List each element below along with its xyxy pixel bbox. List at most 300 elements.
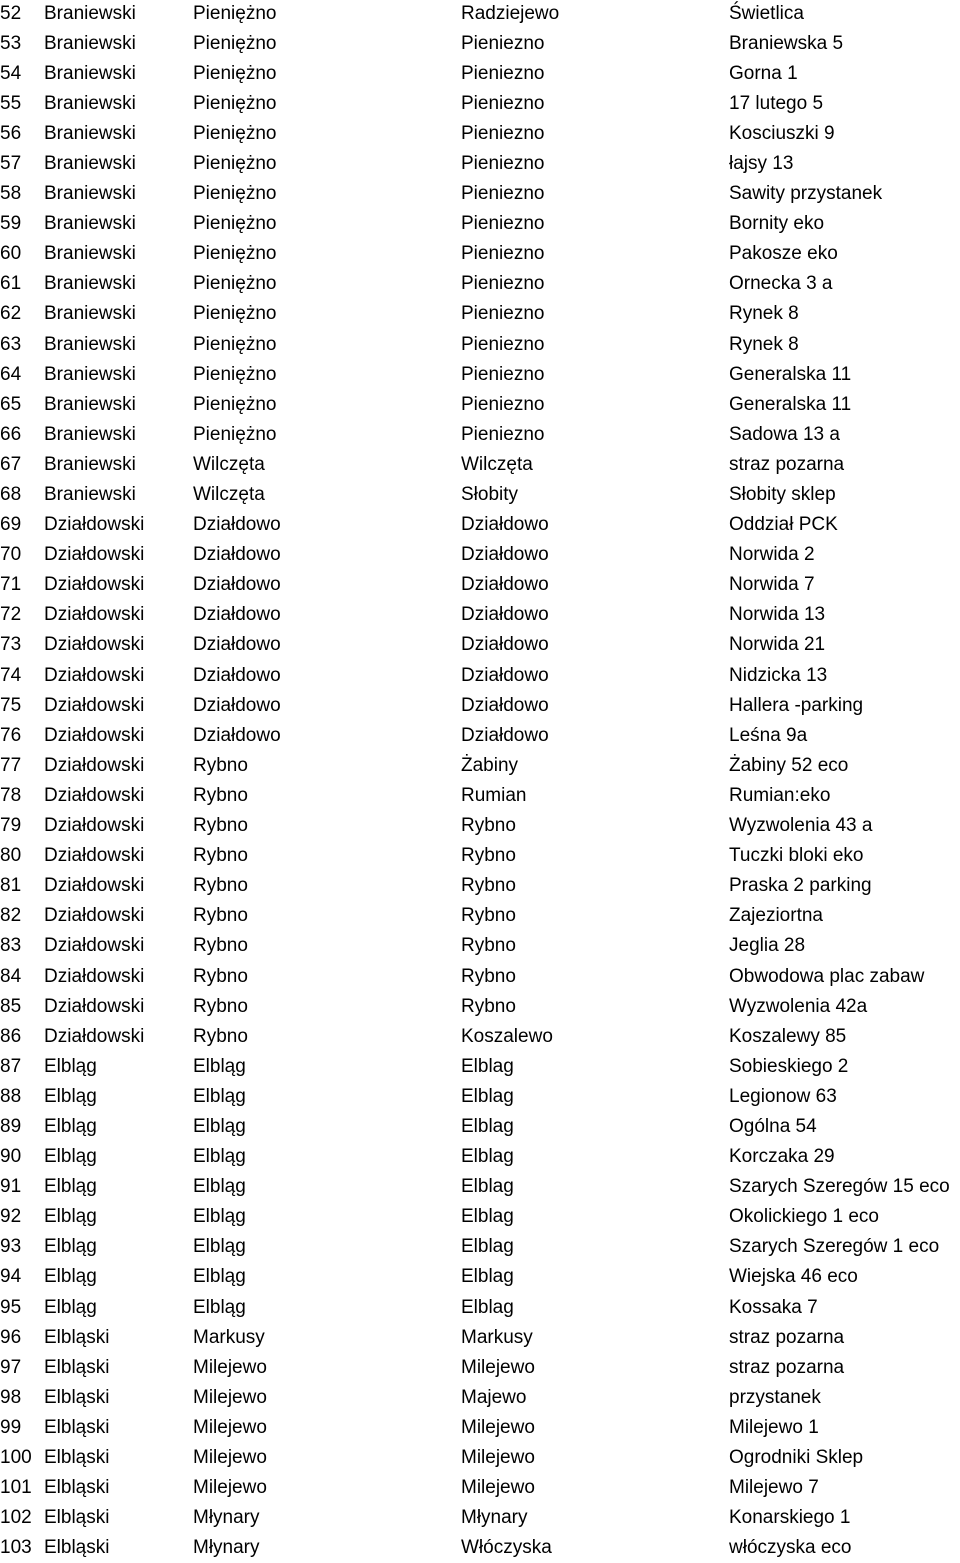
adres-cell: Gorna 1 — [729, 62, 798, 84]
gmina-cell: Milejewo — [193, 1447, 267, 1468]
gmina-cell: Pieniężno — [193, 2, 277, 24]
powiat-cell: Braniewski — [44, 484, 136, 505]
gmina-cell: Działdowo — [193, 604, 281, 626]
gmina-cell: Milejewo — [193, 1477, 267, 1499]
powiat-cell: Działdowski — [44, 604, 145, 626]
adres-cell: Okolickiego 1 eco — [729, 1206, 879, 1228]
table-row — [0, 239, 960, 269]
powiat-cell: Braniewski — [44, 393, 136, 415]
gmina-cell: Elbląg — [193, 1055, 246, 1077]
miejscowosc-cell: Pieniezno — [461, 303, 545, 325]
table-row — [0, 0, 960, 29]
row-number: 72 — [0, 604, 22, 626]
gmina-cell: Pieniężno — [193, 92, 277, 114]
powiat-cell: Działdowski — [44, 935, 145, 957]
adres-cell: Sadowa 13 a — [729, 423, 840, 445]
row-number: 67 — [0, 453, 22, 475]
miejscowosc-cell: Elblag — [461, 1085, 514, 1107]
row-number: 83 — [0, 935, 22, 957]
row-number: 80 — [0, 845, 22, 867]
table-row — [0, 992, 960, 1022]
gmina-cell: Rybno — [193, 845, 248, 867]
gmina-cell: Elbląg — [193, 1236, 246, 1258]
miejscowosc-cell: Działdowo — [461, 724, 549, 746]
gmina-cell: Rybno — [193, 995, 248, 1017]
gmina-cell: Pieniężno — [193, 363, 277, 385]
table-row — [0, 1353, 960, 1383]
miejscowosc-cell: Działdowo — [461, 664, 549, 686]
adres-cell: Wyzwolenia 42a — [729, 995, 868, 1017]
powiat-cell: Elbląg — [44, 1236, 97, 1258]
powiat-cell: Braniewski — [44, 423, 136, 445]
miejscowosc-cell: Pieniezno — [461, 213, 545, 235]
powiat-cell: Elbląski — [44, 1447, 110, 1468]
gmina-cell: Markusy — [193, 1326, 265, 1348]
gmina-cell: Rybno — [193, 935, 248, 957]
row-number: 69 — [0, 514, 22, 536]
gmina-cell: Pieniężno — [193, 333, 277, 355]
gmina-cell: Elbląg — [193, 1266, 246, 1288]
row-number: 60 — [0, 243, 22, 265]
powiat-cell: Elbląg — [44, 1176, 97, 1198]
table-row — [0, 29, 960, 59]
gmina-cell: Pieniężno — [193, 273, 277, 295]
powiat-cell: Działdowski — [44, 875, 145, 897]
powiat-cell: Elbląski — [44, 1386, 110, 1408]
table-row — [0, 721, 960, 751]
gmina-cell: Młynary — [193, 1507, 260, 1529]
miejscowosc-cell: Działdowo — [461, 634, 549, 656]
powiat-cell: Elbląg — [44, 1146, 97, 1168]
powiat-cell: Działdowski — [44, 664, 145, 686]
adres-cell: Ogrodniki Sklep — [729, 1447, 864, 1468]
adres-cell: Generalska 11 — [729, 393, 852, 415]
powiat-cell: Braniewski — [44, 32, 136, 54]
adres-cell: Norwida 13 — [729, 604, 826, 626]
row-number: 71 — [0, 574, 22, 596]
gmina-cell: Elbląg — [193, 1146, 246, 1168]
adres-cell: Tuczki bloki eko — [729, 845, 864, 867]
miejscowosc-cell: Słobity — [461, 484, 519, 505]
adres-cell: straz pozarna — [729, 453, 845, 475]
miejscowosc-cell: Rumian — [461, 784, 527, 806]
row-number: 52 — [0, 2, 22, 24]
powiat-cell: Działdowski — [44, 1025, 145, 1047]
powiat-cell: Braniewski — [44, 333, 136, 355]
miejscowosc-cell: Pieniezno — [461, 243, 545, 265]
gmina-cell: Pieniężno — [193, 152, 277, 174]
adres-cell: Kossaka 7 — [729, 1296, 818, 1318]
adres-cell: Szarych Szeregów 1 eco — [729, 1236, 940, 1258]
table-row — [0, 330, 960, 360]
miejscowosc-cell: Elblag — [461, 1266, 514, 1288]
gmina-cell: Pieniężno — [193, 423, 277, 445]
miejscowosc-cell: Żabiny — [461, 754, 519, 776]
miejscowosc-cell: Pieniezno — [461, 32, 545, 54]
table-row — [0, 149, 960, 179]
powiat-cell: Działdowski — [44, 754, 145, 776]
adres-cell: Bornity eko — [729, 213, 825, 235]
powiat-cell: Elbląski — [44, 1416, 110, 1438]
table-row — [0, 1232, 960, 1262]
table-row — [0, 1052, 960, 1082]
powiat-cell: Braniewski — [44, 243, 136, 265]
powiat-cell: Braniewski — [44, 122, 136, 144]
miejscowosc-cell: Pieniezno — [461, 423, 545, 445]
gmina-cell: Pieniężno — [193, 32, 277, 54]
powiat-cell: Elbląski — [44, 1356, 110, 1378]
miejscowosc-cell: Pieniezno — [461, 363, 545, 385]
powiat-cell: Braniewski — [44, 183, 136, 205]
miejscowosc-cell: Rybno — [461, 875, 516, 897]
table-row — [0, 962, 960, 992]
table-row — [0, 89, 960, 119]
miejscowosc-cell: Elblag — [461, 1206, 514, 1228]
gmina-cell: Elbląg — [193, 1176, 246, 1198]
row-number: 64 — [0, 363, 22, 385]
powiat-cell: Elbląski — [44, 1477, 110, 1499]
adres-cell: łajsy 13 — [729, 152, 794, 174]
miejscowosc-cell: Działdowo — [461, 514, 549, 536]
powiat-cell: Działdowski — [44, 845, 145, 867]
row-number: 103 — [0, 1537, 32, 1559]
row-number: 94 — [0, 1266, 22, 1288]
adres-cell: Legionow 63 — [729, 1085, 837, 1107]
row-number: 65 — [0, 393, 22, 415]
miejscowosc-cell: Działdowo — [461, 544, 549, 566]
miejscowosc-cell: Rybno — [461, 905, 516, 927]
powiat-cell: Braniewski — [44, 303, 136, 325]
table-row — [0, 1293, 960, 1323]
row-number: 74 — [0, 664, 22, 686]
gmina-cell: Działdowo — [193, 664, 281, 686]
row-number: 76 — [0, 724, 22, 746]
gmina-cell: Pieniężno — [193, 393, 277, 415]
gmina-cell: Rybno — [193, 784, 248, 806]
powiat-cell: Elbląg — [44, 1115, 97, 1137]
table-row — [0, 1262, 960, 1292]
miejscowosc-cell: Pieniezno — [461, 92, 545, 114]
gmina-cell: Pieniężno — [193, 303, 277, 325]
miejscowosc-cell: Wilczęta — [461, 453, 533, 475]
gmina-cell: Elbląg — [193, 1296, 246, 1318]
powiat-cell: Braniewski — [44, 2, 136, 24]
powiat-cell: Działdowski — [44, 634, 145, 656]
table-row — [0, 691, 960, 721]
miejscowosc-cell: Elblag — [461, 1236, 514, 1258]
table-row — [0, 630, 960, 660]
table-row — [0, 420, 960, 450]
table-row — [0, 1022, 960, 1052]
adres-cell: Obwodowa plac zabaw — [729, 965, 925, 987]
table-row — [0, 1202, 960, 1232]
adres-cell: Sawity przystanek — [729, 183, 883, 205]
row-number: 73 — [0, 634, 22, 656]
powiat-cell: Elbląski — [44, 1326, 110, 1348]
miejscowosc-cell: Pieniezno — [461, 273, 545, 295]
table-row — [0, 59, 960, 89]
gmina-cell: Rybno — [193, 1025, 248, 1047]
gmina-cell: Pieniężno — [193, 183, 277, 205]
miejscowosc-cell: Elblag — [461, 1296, 514, 1318]
powiat-cell: Działdowski — [44, 965, 145, 987]
table-row — [0, 1413, 960, 1443]
powiat-cell: Działdowski — [44, 574, 145, 596]
miejscowosc-cell: Rybno — [461, 965, 516, 987]
gmina-cell: Pieniężno — [193, 213, 277, 235]
miejscowosc-cell: Rybno — [461, 845, 516, 867]
adres-cell: Konarskiego 1 — [729, 1507, 851, 1529]
powiat-cell: Braniewski — [44, 363, 136, 385]
table-row — [0, 209, 960, 239]
miejscowosc-cell: Milejewo — [461, 1447, 535, 1468]
miejscowosc-cell: Pieniezno — [461, 152, 545, 174]
row-number: 99 — [0, 1416, 22, 1438]
powiat-cell: Braniewski — [44, 213, 136, 235]
row-number: 82 — [0, 905, 22, 927]
powiat-cell: Braniewski — [44, 453, 136, 475]
table-row — [0, 570, 960, 600]
gmina-cell: Działdowo — [193, 634, 281, 656]
miejscowosc-cell: Markusy — [461, 1326, 533, 1348]
powiat-cell: Braniewski — [44, 273, 136, 295]
table-row — [0, 269, 960, 299]
miejscowosc-cell: Działdowo — [461, 604, 549, 626]
miejscowosc-cell: Pieniezno — [461, 333, 545, 355]
adres-cell: Jeglia 28 — [729, 935, 806, 957]
table-row — [0, 871, 960, 901]
miejscowosc-cell: Pieniezno — [461, 393, 545, 415]
adres-cell: włóczyska eco — [729, 1537, 852, 1559]
adres-cell: Wiejska 46 eco — [729, 1266, 858, 1288]
miejscowosc-cell: Elblag — [461, 1146, 514, 1168]
gmina-cell: Elbląg — [193, 1085, 246, 1107]
miejscowosc-cell: Pieniezno — [461, 62, 545, 84]
miejscowosc-cell: Pieniezno — [461, 183, 545, 205]
gmina-cell: Działdowo — [193, 544, 281, 566]
gmina-cell: Elbląg — [193, 1115, 246, 1137]
powiat-cell: Elbląg — [44, 1055, 97, 1077]
adres-cell: Milejewo 7 — [729, 1477, 819, 1499]
adres-cell: Żabiny 52 eco — [729, 754, 849, 776]
adres-cell: Sobieskiego 2 — [729, 1055, 849, 1077]
powiat-cell: Działdowski — [44, 784, 145, 806]
gmina-cell: Działdowo — [193, 694, 281, 716]
powiat-cell: Działdowski — [44, 815, 145, 837]
table-row — [0, 811, 960, 841]
powiat-cell: Działdowski — [44, 544, 145, 566]
miejscowosc-cell: Rybno — [461, 995, 516, 1017]
row-number: 101 — [0, 1477, 32, 1499]
row-number: 53 — [0, 32, 22, 54]
table-row — [0, 450, 960, 480]
gmina-cell: Rybno — [193, 875, 248, 897]
gmina-cell: Wilczęta — [193, 453, 265, 475]
adres-cell: Hallera -parking — [729, 694, 864, 716]
row-number: 93 — [0, 1236, 22, 1258]
gmina-cell: Rybno — [193, 965, 248, 987]
row-number: 68 — [0, 484, 22, 505]
adres-cell: Praska 2 parking — [729, 875, 872, 897]
miejscowosc-cell: Pieniezno — [461, 122, 545, 144]
gmina-cell: Rybno — [193, 815, 248, 837]
table-row — [0, 390, 960, 420]
miejscowosc-cell: Rybno — [461, 935, 516, 957]
adres-cell: Rynek 8 — [729, 303, 799, 325]
miejscowosc-cell: Majewo — [461, 1386, 527, 1408]
miejscowosc-cell: Koszalewo — [461, 1025, 553, 1047]
miejscowosc-cell: Elblag — [461, 1115, 514, 1137]
row-number: 59 — [0, 213, 22, 235]
adres-cell: Wyzwolenia 43 a — [729, 815, 873, 837]
table-row — [0, 1112, 960, 1142]
adres-cell: Rumian:eko — [729, 784, 831, 806]
table-row — [0, 1082, 960, 1112]
adres-cell: przystanek — [729, 1386, 821, 1408]
miejscowosc-cell: Milejewo — [461, 1416, 535, 1438]
table-row — [0, 901, 960, 931]
adres-cell: Generalska 11 — [729, 363, 852, 385]
gmina-cell: Młynary — [193, 1537, 260, 1559]
adres-cell: Korczaka 29 — [729, 1146, 835, 1168]
row-number: 79 — [0, 815, 22, 837]
gmina-cell: Milejewo — [193, 1386, 267, 1408]
table-row — [0, 1172, 960, 1202]
powiat-cell: Braniewski — [44, 92, 136, 114]
row-number: 78 — [0, 784, 22, 806]
row-number: 75 — [0, 694, 22, 716]
row-number: 88 — [0, 1085, 22, 1107]
row-number: 58 — [0, 183, 22, 205]
adres-cell: Milejewo 1 — [729, 1416, 819, 1438]
row-number: 86 — [0, 1025, 22, 1047]
row-number: 97 — [0, 1356, 22, 1378]
table-row — [0, 510, 960, 540]
powiat-cell: Elbląg — [44, 1266, 97, 1288]
miejscowosc-cell: Włóczyska — [461, 1537, 552, 1559]
powiat-cell: Elbląg — [44, 1085, 97, 1107]
gmina-cell: Działdowo — [193, 574, 281, 596]
table-row — [0, 751, 960, 781]
row-number: 54 — [0, 62, 22, 84]
gmina-cell: Milejewo — [193, 1416, 267, 1438]
table-row — [0, 1473, 960, 1503]
miejscowosc-cell: Działdowo — [461, 694, 549, 716]
table-row — [0, 1533, 960, 1563]
adres-cell: Koszalewy 85 — [729, 1025, 847, 1047]
row-number: 90 — [0, 1146, 22, 1168]
row-number: 89 — [0, 1115, 22, 1137]
miejscowosc-cell: Rybno — [461, 815, 516, 837]
row-number: 100 — [0, 1447, 32, 1468]
gmina-cell: Pieniężno — [193, 243, 277, 265]
gmina-cell: Pieniężno — [193, 122, 277, 144]
row-number: 55 — [0, 92, 22, 114]
table-row — [0, 600, 960, 630]
table-row — [0, 540, 960, 570]
table-row — [0, 179, 960, 209]
gmina-cell: Elbląg — [193, 1206, 246, 1228]
row-number: 96 — [0, 1326, 22, 1348]
table-row — [0, 931, 960, 961]
adres-cell: Norwida 7 — [729, 574, 815, 596]
table-row — [0, 1383, 960, 1413]
row-number: 81 — [0, 875, 22, 897]
row-number: 92 — [0, 1206, 22, 1228]
row-number: 87 — [0, 1055, 22, 1077]
adres-cell: 17 lutego 5 — [729, 92, 824, 114]
adres-cell: Słobity sklep — [729, 484, 836, 505]
adres-cell: straz pozarna — [729, 1326, 845, 1348]
row-number: 84 — [0, 965, 22, 987]
table-row — [0, 781, 960, 811]
adres-cell: Oddział PCK — [729, 514, 838, 536]
gmina-cell: Milejewo — [193, 1356, 267, 1378]
miejscowosc-cell: Elblag — [461, 1055, 514, 1077]
adres-cell: Nidzicka 13 — [729, 664, 828, 686]
powiat-cell: Braniewski — [44, 152, 136, 174]
table-row — [0, 360, 960, 390]
table-row — [0, 841, 960, 871]
miejscowosc-cell: Działdowo — [461, 574, 549, 596]
table-row — [0, 119, 960, 149]
row-number: 56 — [0, 122, 22, 144]
powiat-cell: Elbląski — [44, 1537, 110, 1559]
row-number: 66 — [0, 423, 22, 445]
table-row — [0, 1323, 960, 1353]
gmina-cell: Działdowo — [193, 724, 281, 746]
adres-cell: Leśna 9a — [729, 724, 808, 746]
gmina-cell: Pieniężno — [193, 62, 277, 84]
miejscowosc-cell: Milejewo — [461, 1356, 535, 1378]
adres-cell: Ornecka 3 a — [729, 273, 833, 295]
adres-cell: Braniewska 5 — [729, 32, 844, 54]
powiat-cell: Działdowski — [44, 995, 145, 1017]
table-row — [0, 661, 960, 691]
adres-cell: straz pozarna — [729, 1356, 845, 1378]
row-number: 57 — [0, 152, 22, 174]
miejscowosc-cell: Elblag — [461, 1176, 514, 1198]
row-number: 61 — [0, 273, 22, 295]
row-number: 63 — [0, 333, 22, 355]
adres-cell: Ogólna 54 — [729, 1115, 817, 1137]
table-row — [0, 480, 960, 510]
adres-cell: Świetlica — [729, 2, 804, 24]
row-number: 85 — [0, 995, 22, 1017]
powiat-cell: Elbląg — [44, 1206, 97, 1228]
adres-cell: Zajeziortna — [729, 905, 823, 927]
table-row — [0, 299, 960, 329]
table-row — [0, 1142, 960, 1172]
row-number: 95 — [0, 1296, 22, 1318]
powiat-cell: Elbląski — [44, 1507, 110, 1529]
gmina-cell: Rybno — [193, 905, 248, 927]
powiat-cell: Działdowski — [44, 724, 145, 746]
row-number: 77 — [0, 754, 22, 776]
powiat-cell: Braniewski — [44, 62, 136, 84]
powiat-cell: Działdowski — [44, 694, 145, 716]
powiat-cell: Działdowski — [44, 905, 145, 927]
gmina-cell: Wilczęta — [193, 484, 265, 505]
miejscowosc-cell: Milejewo — [461, 1477, 535, 1499]
adres-cell: Kosciuszki 9 — [729, 122, 835, 144]
adres-cell: Rynek 8 — [729, 333, 799, 355]
row-number: 91 — [0, 1176, 22, 1198]
miejscowosc-cell: Radziejewo — [461, 2, 560, 24]
adres-cell: Norwida 2 — [729, 544, 815, 566]
powiat-cell: Elbląg — [44, 1296, 97, 1318]
gmina-cell: Działdowo — [193, 514, 281, 536]
